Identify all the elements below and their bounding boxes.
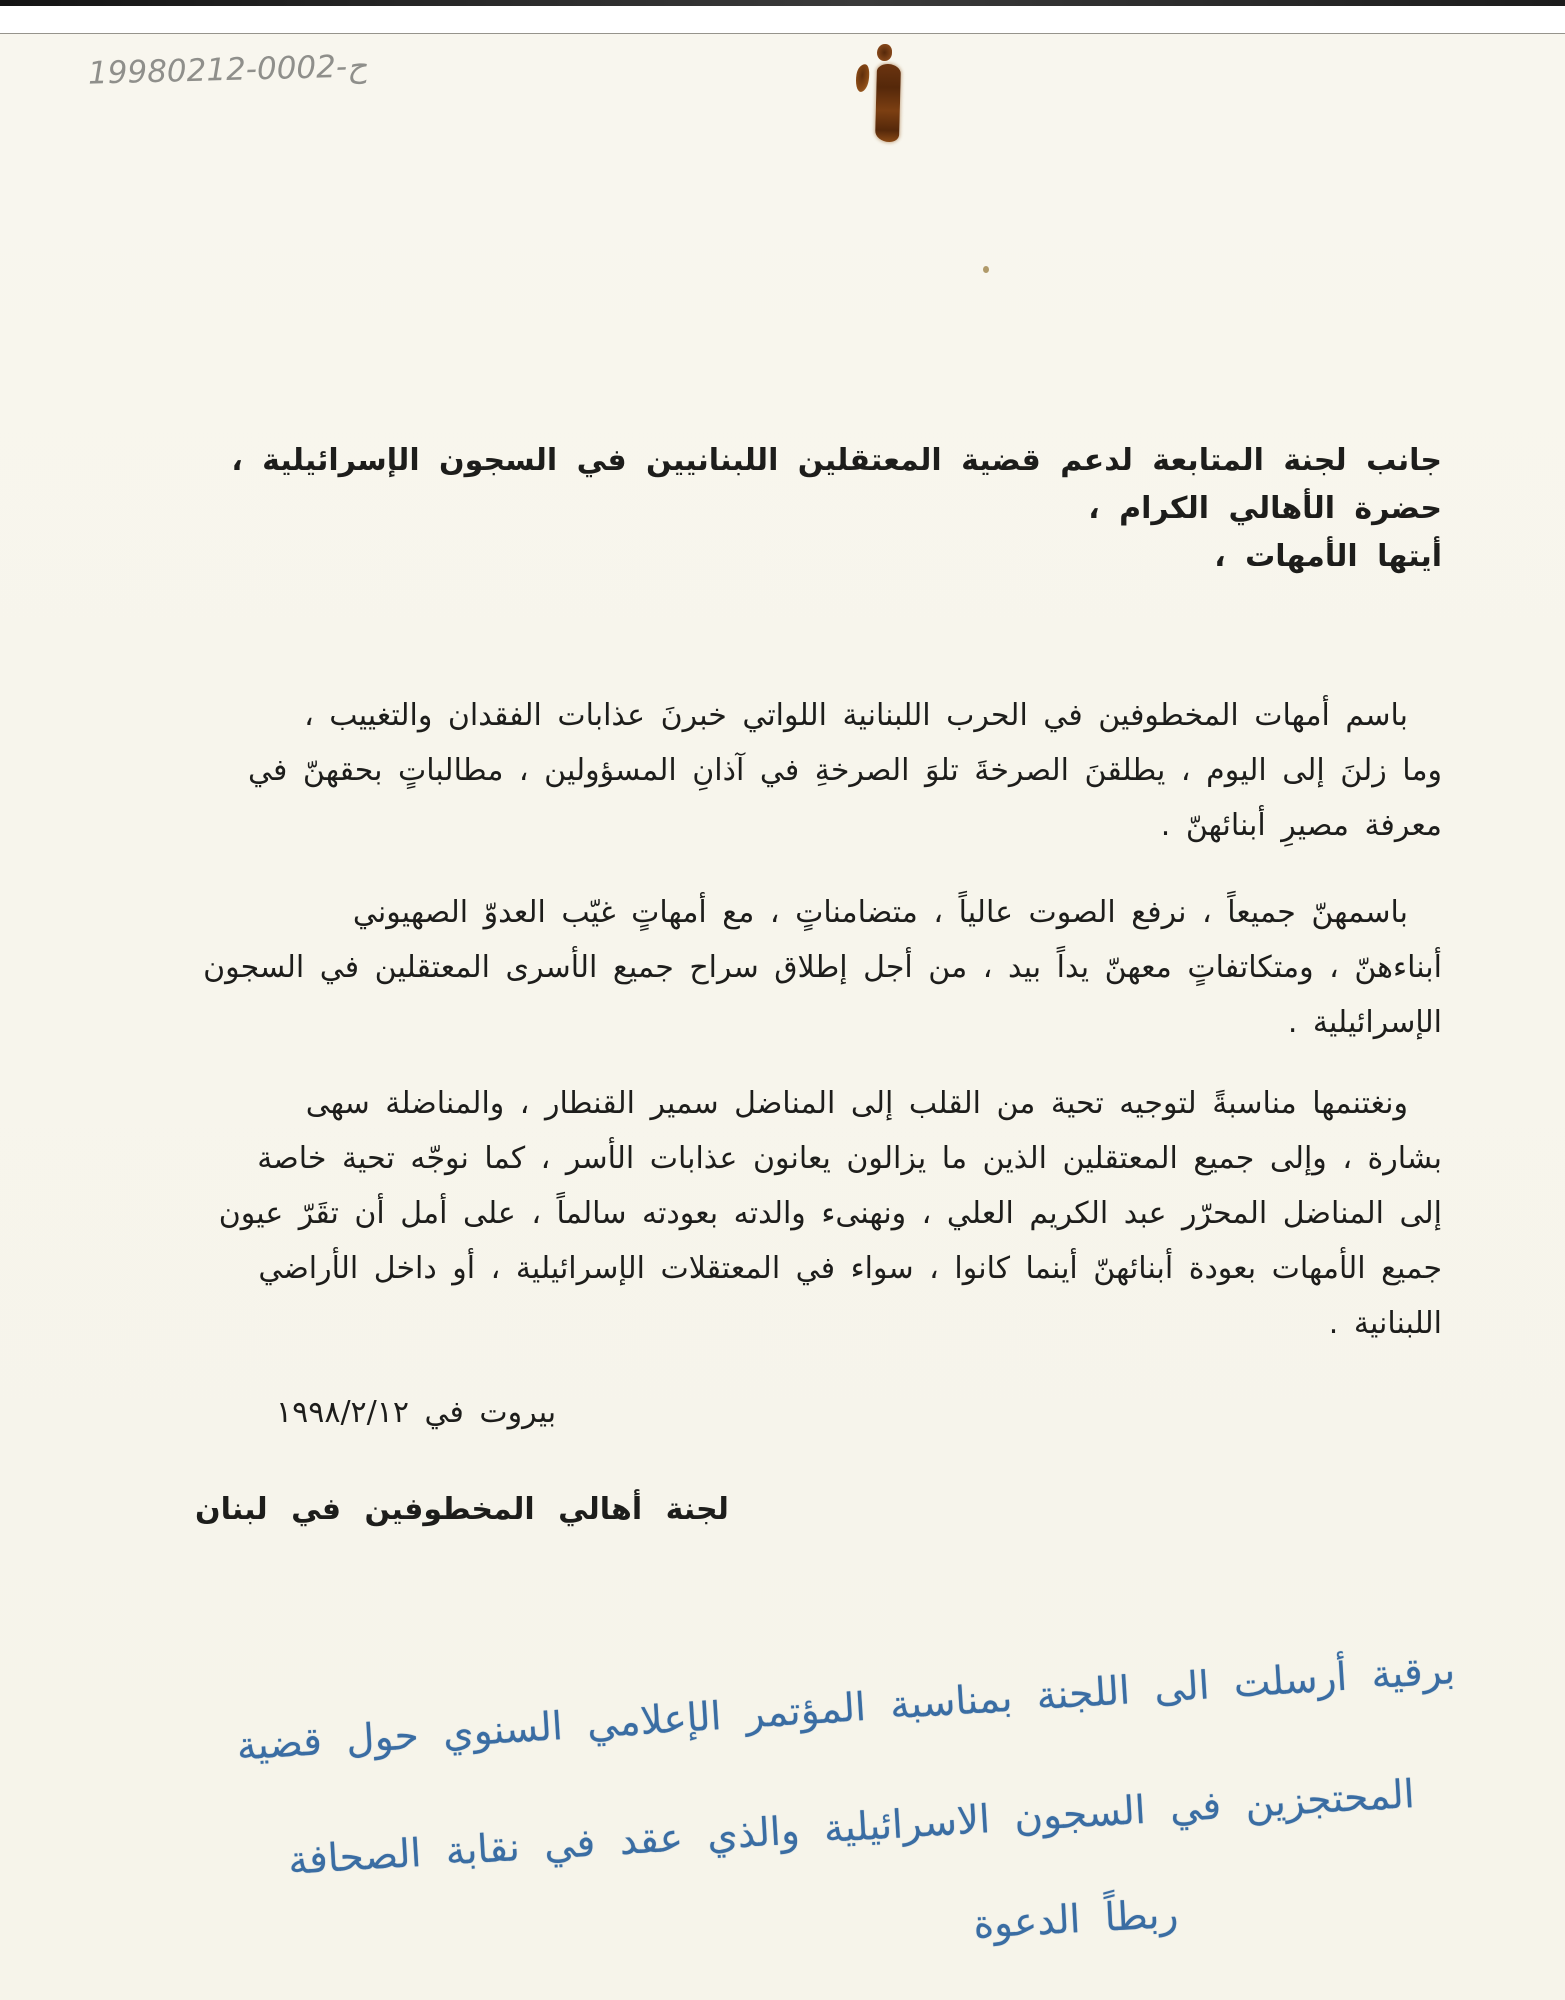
paragraph-line: أبناءهنّ ، ومتكاتفاتٍ معهنّ يداً بيد ، من أجل إطلاق سراح جميع الأسرى المعتقلين في السجون: [203, 950, 1442, 985]
paragraph-line: بشارة ، وإلى جميع المعتقلين الذين ما يزالون يعانون عذابات الأسر ، كما نوجّه تحية خاصة: [257, 1141, 1442, 1176]
paragraph-line: باسمهنّ جميعاً ، نرفع الصوت عالياً ، متضامناتٍ ، مع أمهاتٍ غيّب العدوّ الصهيوني: [352, 895, 1408, 930]
date-line: بيروت في ١٩٩٨/٢/١٢: [276, 1395, 557, 1430]
handwritten-reference-number: 19980212-0002-ح: [87, 48, 368, 92]
date-block: [128, 1385, 1442, 1440]
paragraph-line: إلى المناضل المحرّر عبد الكريم العلي ، ونهنىء والدته بعودته سالماً ، على أمل أن تقَرّ عيون: [218, 1196, 1442, 1231]
salutation-line-committee: جانب لجنة المتابعة لدعم قضية المعتقلين اللبنانيين في السجون الإسرائيلية ،: [231, 443, 1442, 478]
paragraph-line: الإسرائيلية .: [1287, 1005, 1442, 1040]
handwritten-note-line-1: برقية أرسلت الى اللجنة بمناسبة المؤتمر الإعلامي السنوي حول قضية: [234, 1648, 1456, 1770]
letter-salutation-block: [128, 437, 1442, 581]
paragraph-line: جميع الأمهات بعودة أبنائهنّ أينما كانوا ، سواء في المعتقلات الإسرائيلية ، أو داخل الأراضي: [258, 1251, 1442, 1286]
paragraph-line: اللبنانية .: [1328, 1306, 1442, 1341]
salutation-line-families: حضرة الأهالي الكرام ،: [1088, 491, 1442, 526]
paragraph-line: باسم أمهات المخطوفين في الحرب اللبنانية اللواتي خبرنَ عذابات الفقدان والتغييب ،: [304, 698, 1408, 733]
paragraph-line: ونغتنمها مناسبةً لتوجيه تحية من القلب إلى المناضل سمير القنطار ، والمناضلة سهى: [305, 1086, 1408, 1121]
paragraph-3: [128, 1076, 1442, 1351]
handwritten-note-line-2: المحتجزين في السجون الاسرائيلية والذي عقد في نقابة الصحافة: [286, 1772, 1416, 1884]
signature-committee-name: لجنة أهالي المخطوفين في لبنان: [195, 1492, 729, 1527]
paragraph-line: معرفة مصيرِ أبنائهنّ .: [1160, 808, 1442, 843]
handwritten-note-line-3: ربطاً الدعوة: [972, 1892, 1180, 1948]
paragraph-2: [128, 885, 1442, 1050]
salutation-line-mothers: أيتها الأمهات ،: [1214, 539, 1442, 574]
paragraph-line: وما زلنَ إلى اليوم ، يطلقنَ الصرخةَ تلوَ الصرخةِ في آذانِ المسؤولين ، مطالباتٍ بحقهنّ في: [248, 753, 1442, 788]
paragraph-1: [128, 688, 1442, 853]
